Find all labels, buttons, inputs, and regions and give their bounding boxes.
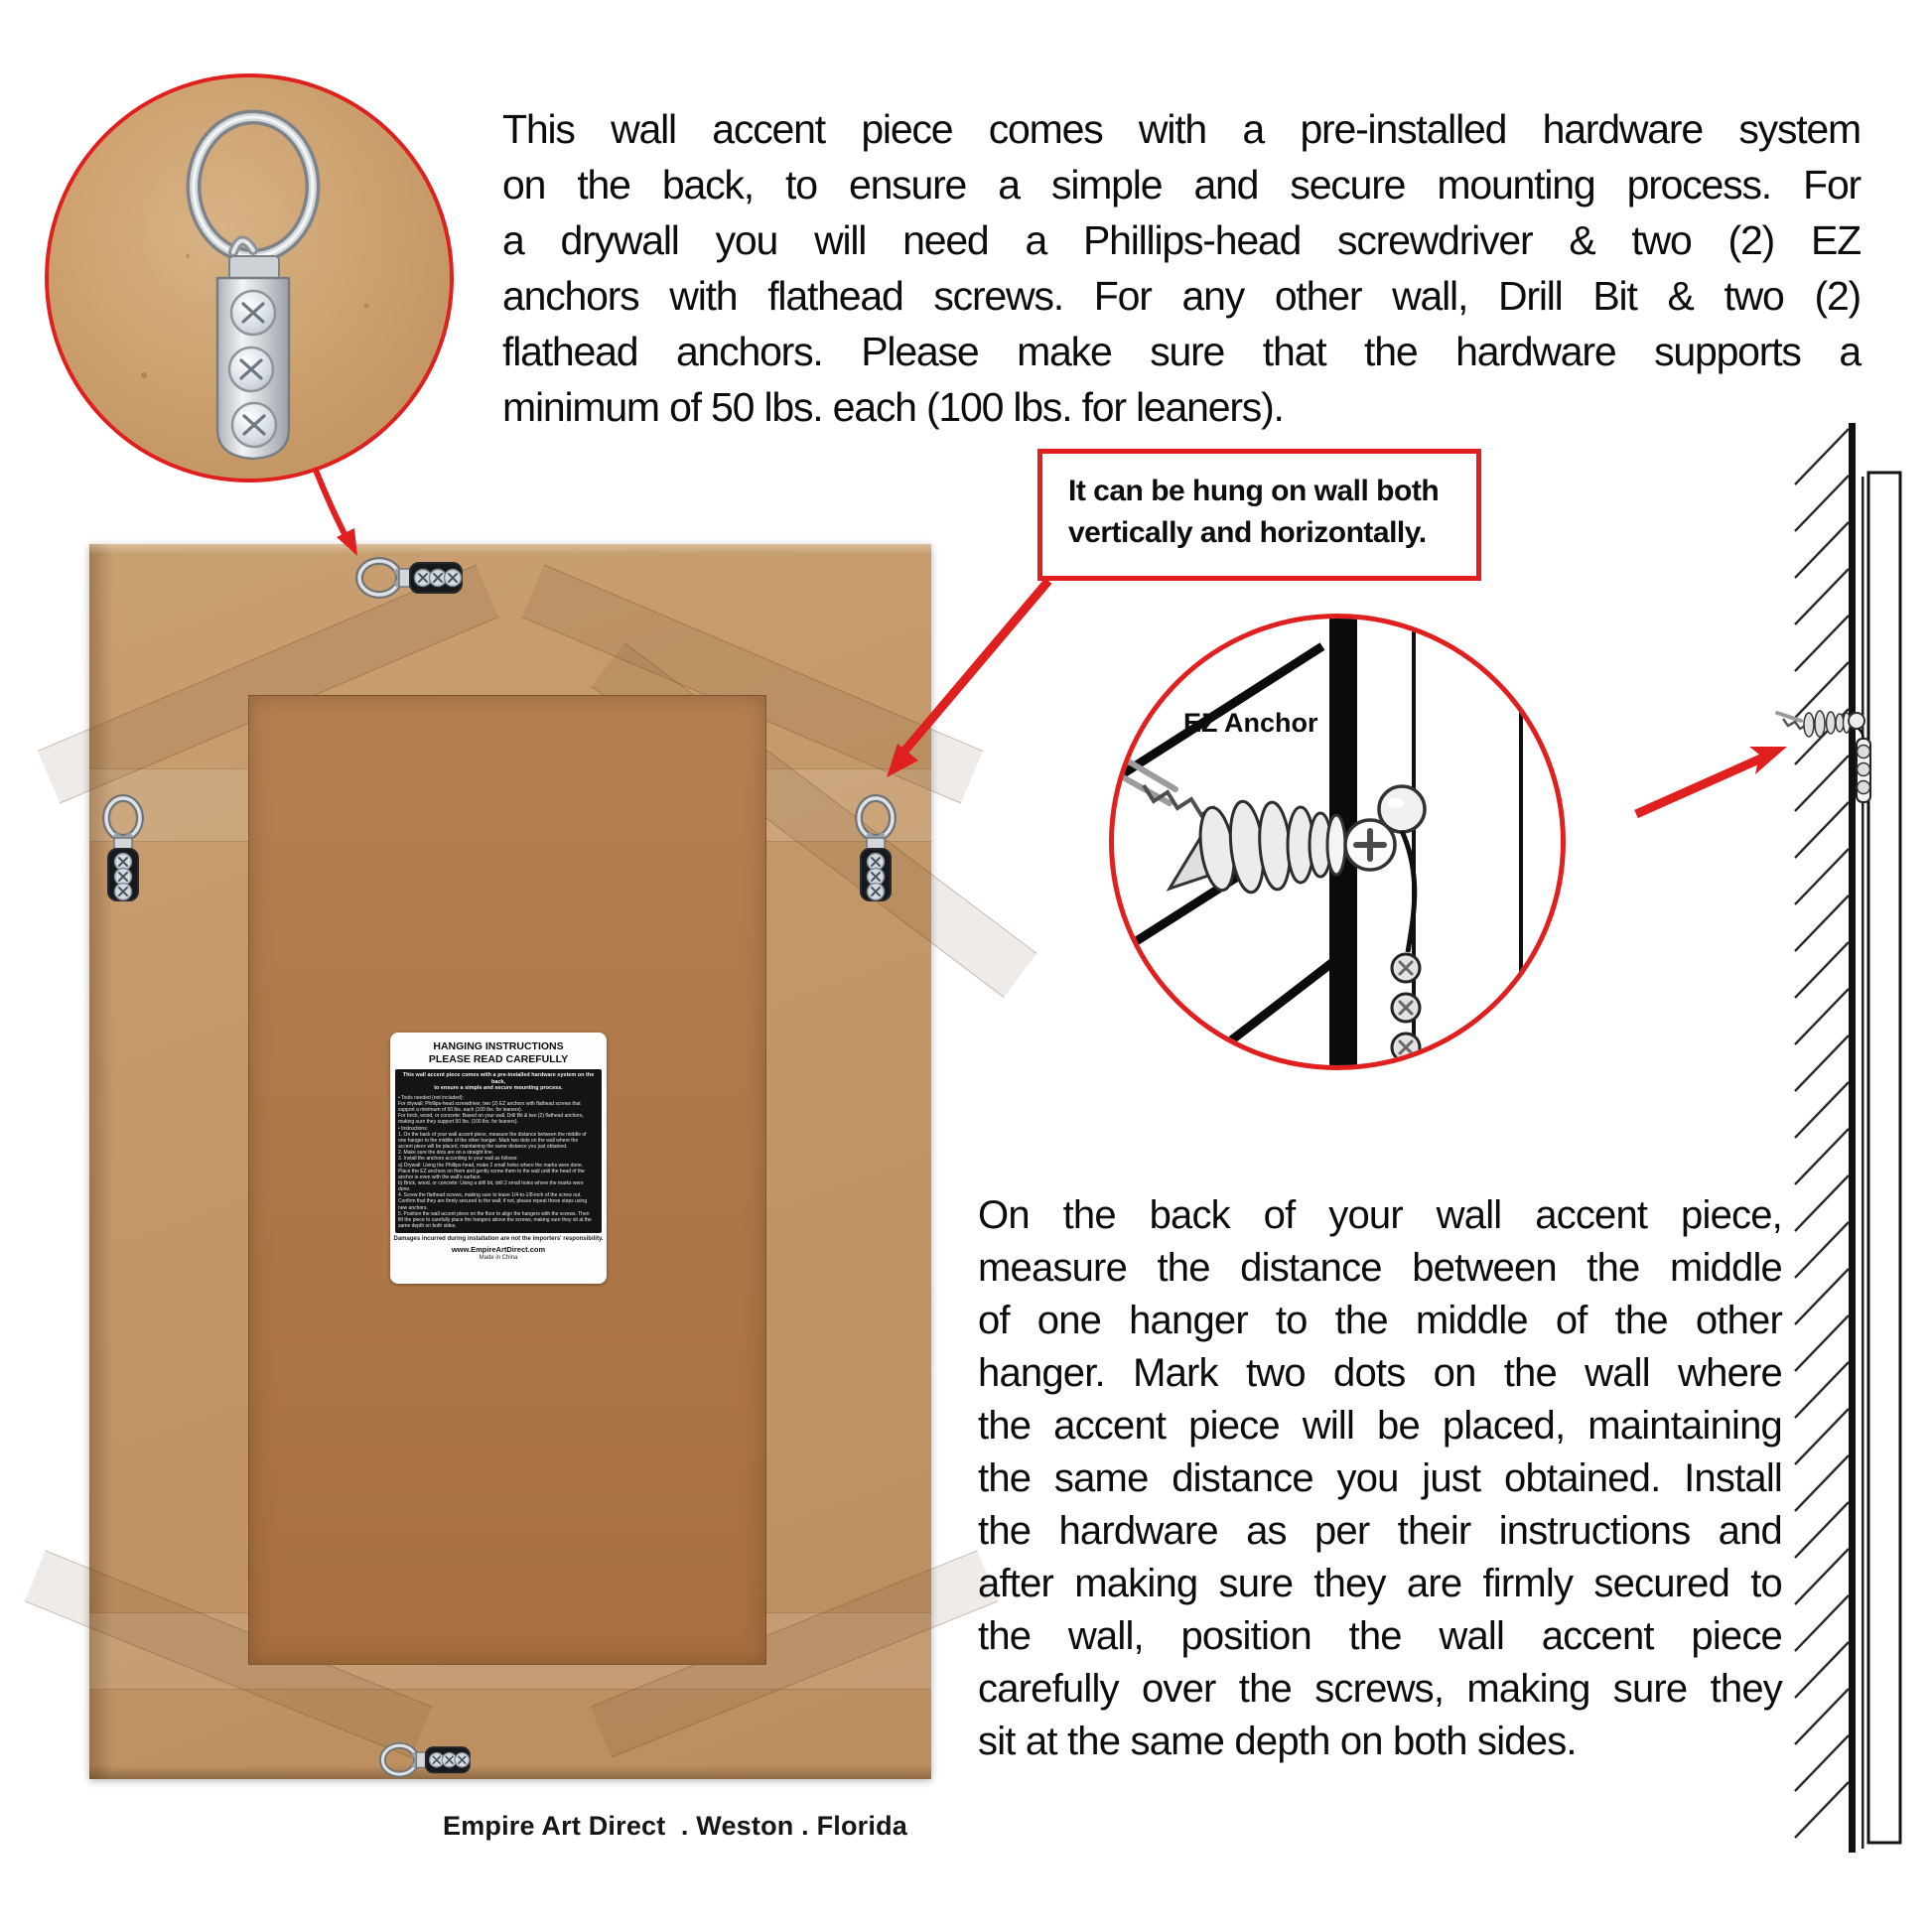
d-ring-hanger-icon — [49, 77, 454, 483]
wall-anchor-icon — [1777, 711, 1870, 802]
label-title: HANGING INSTRUCTIONS PLEASE READ CAREFULLY — [428, 1040, 569, 1065]
right-hanger-icon — [854, 794, 897, 905]
orientation-callout-box — [1037, 449, 1481, 581]
wall-cross-section-illustration — [1775, 415, 1932, 1857]
label-black-panel — [395, 1069, 602, 1233]
arrow-to-wall-anchor — [1636, 758, 1763, 814]
ez-anchor-illustration — [1114, 619, 1561, 1065]
intro-paragraph: This wall accent piece comes with a pre-installed hardware system on the back, to ensure a simple and secure mounting process. For a drywall you will need a Phillips-head screwdriver & two (2) EZ anchors with flathead screws. For any other wall, Drill Bit & two (2) flathead anchors. Please make sure that the hardware supports a minimum of 50 lbs. each (100 lbs. for leaners). — [502, 106, 1861, 430]
label-made-in: Made in China — [479, 1255, 518, 1262]
hanging-instructions-label — [390, 1033, 607, 1284]
label-body-text: • Tools needed (not included): For drywall: Phillips-head screwdriver, two (2) EZ anchors with flathead screws that support a minimum of 50 lbs. each (100 lbs. for leaners). For brick, wood, or concrete: Based on your wall, Drill Bit & two (2) flathead anchors, making sure they support 50 lbs. (100 lbs. for leaners). • Instructions: 1. On the back of your wall accent piece, measure the distance between the middle of one hanger to the middle of the other hanger. Mark two dots on the wall where the accent piece will be placed, maintaining the same distance you just obtained. 2. Make sure the dots are on a straight line. 3. Install the anchors according to your wall as follows: a) Drywall: Using the Phillips-head, make 2 small holes where the marks were done. Place the EZ anchors on them and gently screw them to the wall until the head of the anchor is even with the wall's surface. b) Brick, wood, or concrete: Using a drill bit, drill 2 small holes where the marks were done. 4. Screw the flathead screws, making sure to leave 1/4-to-1/8-inch of the screw out. Confirm that they are firmly secured to the wall; if not, please repeat these steps using new anchors. 5. Position the wall accent piece on the floor to align the hangers with the screws. Then lift the piece to carefully place the hangers above the screws, making sure they sit at the same depth on both sides. — [398, 1094, 592, 1230]
hanger-closeup-photo — [45, 73, 454, 483]
orientation-callout-text: It can be hung on wall both vertically and horizontally. — [1068, 475, 1440, 549]
brand-line: Empire Art Direct . Weston . Florida — [443, 1811, 907, 1841]
arrow-to-top-hanger — [315, 468, 349, 544]
frame-top-edge-highlight — [89, 544, 931, 554]
label-disclaimer: Damages incurred during installation are not the importers' responsibility. — [393, 1236, 604, 1243]
ez-anchor-label: EZ Anchor — [1183, 708, 1318, 738]
frame-bottom-edge-shading — [89, 1765, 931, 1779]
label-subtitle: This wall accent piece comes with a pre-installed hardware system on the back, to ensure a simple and secure mounting process. — [402, 1072, 595, 1092]
top-hanger-icon — [355, 556, 467, 600]
label-website: www.EmpireArtDirect.com — [451, 1245, 546, 1255]
frame-back-photo — [89, 544, 931, 1779]
bottom-hanger-icon — [379, 1741, 474, 1778]
measuring-paragraph: On the back of your wall accent piece, measure the distance between the middle of one hanger to the middle of the other hanger. Mark two dots on the wall where the accent piece will be placed, maintaining the same distance you just obtained. Install the hardware as per their instructions and after making sure they are firmly secured to the wall, position the wall accent piece carefully over the screws, making sure they sit at the same depth on both sides. — [978, 1193, 1782, 1763]
left-hanger-icon — [101, 794, 145, 905]
ez-anchor-diagram — [1109, 614, 1566, 1070]
